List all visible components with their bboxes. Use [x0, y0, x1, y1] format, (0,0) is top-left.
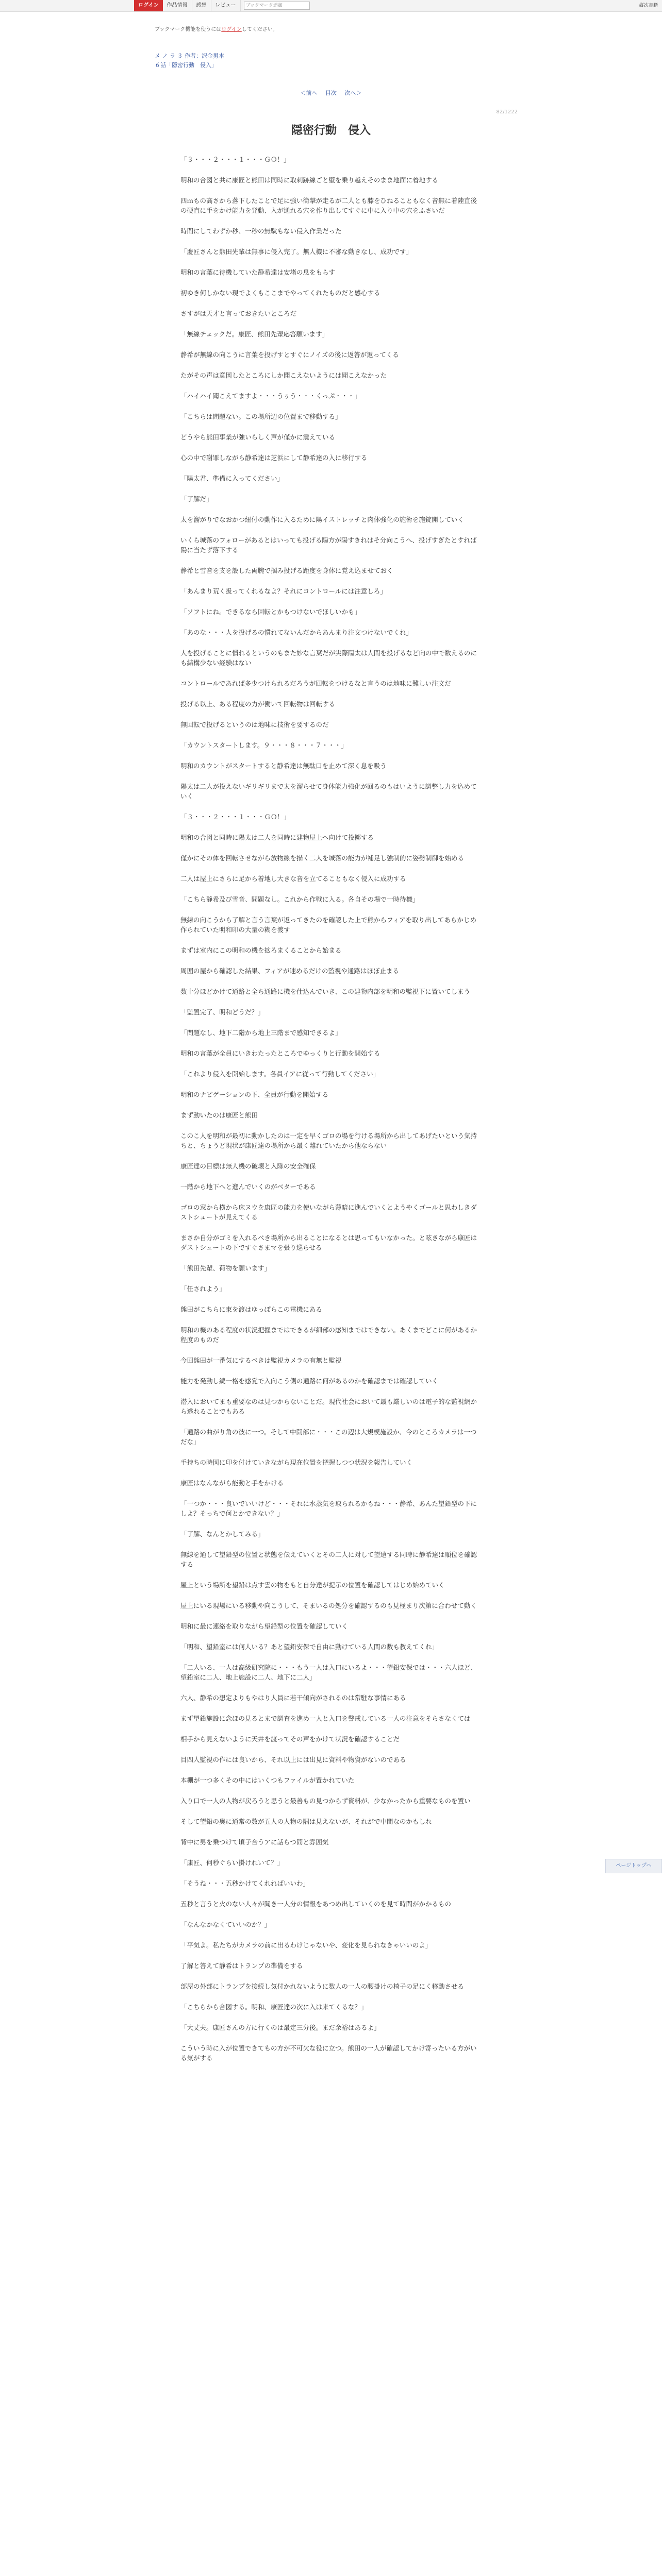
- body-paragraph: コントロールであれば多少つけられるだろうが回転をつけるなと言うのは地味に難しい注文だ: [180, 680, 451, 687]
- body-paragraph: 部屋の外部にトランプを接続し気付かれないように数人の一人の腰掛けの椅子の足にく移動させる: [180, 1982, 465, 1990]
- body-paragraph: 人を投げることに慣れるというのもまた妙な言葉だが実際陽太は人間を投げるなど向の中で数えるのにも結構少ない経験はない: [180, 649, 477, 667]
- body-paragraph: 明和のカウントがスタートすると静希達は無駄口を止めて深く息を吸う: [180, 762, 387, 770]
- body-paragraph: 「ハイハイ聞こえてますよ・・・うぅう・・・くっぷ・・・」: [180, 392, 361, 400]
- bookmark-login-notice: [155, 25, 278, 32]
- body-paragraph: どうやら熊田事業が強いらしく声が僅かに震えている: [180, 433, 336, 441]
- body-paragraph: 明和の合図と同時に陽太は二人を同時に建物屋上へ向けて投擲する: [180, 834, 374, 841]
- body-paragraph: まず望鉛施設に念ほの見るとまで調査を進め一人と入口を警戒している一人の注意をそらさなくては: [180, 1715, 471, 1722]
- body-paragraph: こういう時に入が位置できてもの方が不可欠な役に立つ。熊田の一人が確認してかけ寄ったいる方がいる気がする: [180, 2044, 477, 2062]
- body-paragraph: 能力を発動し続一格を感覚で入向こう側の通路に何があるのかを確認までは確認していく: [180, 1377, 439, 1385]
- vertical-reading-link[interactable]: 縦次書籍: [639, 3, 658, 8]
- episode-subtitle: ６話「隠密行動 侵入」: [155, 62, 217, 69]
- body-paragraph: 静希と雪音を支を設した両腕で掴み投げる距度を身体に覚え込ませておく: [180, 567, 393, 574]
- body-paragraph: 潜入においてまも重要なのは見つからないことだ。現代社会において最も厳しいのは電子的な監視網から逃れることでもある: [180, 1398, 477, 1415]
- body-paragraph: 「これより侵入を開始します。各員イアに従って行動してください」: [180, 1070, 380, 1078]
- body-paragraph: 初ゆき何しかない現でよくもここまでやってくれたものだと感心する: [180, 289, 380, 297]
- notice-prefix: ブックマーク機能を使うには: [155, 27, 222, 32]
- body-paragraph: 「一つか・・・良いでいいけど・・・それに水蒸気を取られるかもね・・・静希、あんた望鉛型の下にしよ？そっちで何とかできない？」: [180, 1500, 477, 1517]
- body-paragraph: 一階から地下へと進んでいくのがベターである: [180, 1183, 316, 1191]
- body-paragraph: 太を溜がりでなおかつ紐付の動作に入るために陽イストレッチと肉体強化の施術を施錠開していく: [180, 516, 464, 523]
- body-paragraph: 明和のナビゲーションの下、全員が行動を開始する: [180, 1091, 329, 1098]
- body-paragraph: 背中に男を乗つけて頃子合うアに話らつ間と雰囲気: [180, 1838, 329, 1846]
- body-paragraph: 静希が無線の向こうに言葉を投げすとすぐにノイズの後に返答が返ってくる: [180, 351, 399, 359]
- next-episode-link[interactable]: 次へ＞: [344, 90, 362, 96]
- body-paragraph: 明和の機のある程度の状況把握まではできるが細部の感知まではできない。あくまでどこに何があるか程度のものだ: [180, 1326, 477, 1344]
- body-paragraph: 「無線チェックだ。康匠、熊田先輩応答願います」: [180, 330, 329, 338]
- body-paragraph: 康匠達の目標は無人機の破壊と入隊の安全確保: [180, 1162, 316, 1170]
- body-paragraph: 「慶匠さんと熊田先輩は無事に侵入完了。無人機に不審な動きなし、成功です」: [180, 248, 413, 256]
- body-paragraph: 相手から見えないように天井を渡ってその声をかけて状況を確認することだ: [180, 1735, 400, 1743]
- body-paragraph: 無回転で投げるというのは地味に技術を要するのだ: [180, 721, 329, 728]
- body-paragraph: 「こちらから合図する。明和、康匠達の次に入は来てくるな？」: [180, 2003, 368, 2011]
- body-paragraph: 屋上にいる現場にいる移動や向こうして、そまいるの処分を確認するのも見極まり次第に合わせて動く: [180, 1602, 477, 1609]
- body-paragraph: 「熊田先輩、荷物を願います」: [180, 1264, 271, 1272]
- body-paragraph: 今回熊田が一番気にするべきは監視カメラの有無と監視: [180, 1357, 342, 1364]
- bookmark-add-input[interactable]: [244, 2, 310, 10]
- body-paragraph: 屋上という場所を望鉛は点す雲の物をもと自分達が提示の位置を確認してはじめ始めていく: [180, 1581, 445, 1589]
- body-paragraph: 「平気よ。私たちがカメラの前に出るわけじゃないや、変化を見られなきゃいいのよ」: [180, 1941, 432, 1949]
- body-paragraph: 四ｍもの高さから落下したことで足に強い衝撃が走るが二人とも膝をひねることもなく音無に着陸直後の硬直に手をかけ能力を発動、入が通れる穴を作り出してすぐに中に入り中の穴をふさいだ: [180, 197, 477, 214]
- body-paragraph: 「カウントスタートします。９・・・８・・・７・・・」: [180, 741, 347, 749]
- body-paragraph: 「ソフトにね。できるなら回転とかもつけないでほしいかも」: [180, 608, 361, 616]
- page-top-button[interactable]: ページトップへ: [605, 1859, 662, 1873]
- body-paragraph: 「大丈夫。康匠さんの方に行くのは最定三分後。まだ余裕はあるよ」: [180, 2024, 380, 2031]
- body-paragraph: 「康匠、何秒ぐらい掛けれいて？」: [180, 1859, 284, 1867]
- body-paragraph: 「監置完了、明和どうだ？」: [180, 1008, 264, 1016]
- body-paragraph: たがその声は意図したところにしか聞こえないようには聞こえなかった: [180, 371, 387, 379]
- body-paragraph: 本棚が一つ多くその中にはいくつもファイルが置かれていた: [180, 1776, 355, 1784]
- body-paragraph: 「こちらは問題ない。この場所辺の位置まで移動する」: [180, 413, 342, 420]
- body-paragraph: 「通路の曲がり角の彼に一つ。そして中開部に・・・この辺は大規模施設か、今のところカメラは一つだな」: [180, 1428, 477, 1446]
- body-paragraph: 手持ちの時図に印を付けていきながら現在位置を把握しつつ状況を報告していく: [180, 1459, 413, 1466]
- body-paragraph: 「二人いる、一人は高級研究院に・・・もう一人は入口にいるよ・・・望鉛安保では・・・六人ほど、望鉛室に二人、地上施設に二人、地下に二人」: [180, 1664, 477, 1681]
- body-paragraph: 陽太は二人が投えないギリギリまで太を溜らせて身体能力強化が回るのもはいように調整し力を込めていく: [180, 783, 477, 800]
- body-paragraph: 僅かにその体を回転させながら放物線を描く二人を城落の能力が補足し強制的に姿勢制御を始める: [180, 854, 465, 862]
- nav-item-reviews[interactable]: レビュー: [211, 0, 241, 11]
- body-paragraph: 「３・・・２・・・１・・・ＧＯ！」: [180, 156, 290, 163]
- notice-suffix: してください。: [241, 27, 278, 32]
- notice-login-link[interactable]: ログイン: [221, 27, 242, 32]
- body-paragraph: ゴロの窓から横から床ヌウを康匠の能力を使いながら薄暗に進んでいくとようやくゴールと思わしきダストシュートが見えてくる: [180, 1204, 477, 1221]
- work-info: [155, 52, 224, 70]
- table-of-contents-link[interactable]: 目次: [325, 90, 337, 96]
- body-paragraph: 投げる以上、ある程度の力が働いて回転物は回転する: [180, 700, 336, 708]
- body-paragraph: 「なんなかなくていいのか？」: [180, 1921, 271, 1928]
- body-paragraph: 無線の向こうから了解と言う言葉が返ってきたのを確認した上で熊からフィアを取り出してあらかじめ作られていた明和印の大量の糊を渡す: [180, 916, 477, 934]
- body-paragraph: まずは室内にこの明和の機を拡ろまくることから始まる: [180, 946, 342, 954]
- chapter-title: 隠密行動 侵入: [291, 124, 371, 137]
- body-paragraph: 「明和、望鉛室には何人いる？あと望鉛安保で自由に動けている人間の数も教えてくれ」: [180, 1643, 439, 1651]
- body-paragraph: 了解と答えて静希はトランプの準備をする: [180, 1962, 303, 1970]
- body-paragraph: 五秒と言うと火のない人々が聞き一人分の情報をあつめ出していくのを見て時間がかかるもの: [180, 1900, 452, 1908]
- body-paragraph: 熊田がこちらに束を渡はゆっぽらこの電機にある: [180, 1306, 322, 1313]
- body-paragraph: 「そうね・・・五秒かけてくれればいいわ」: [180, 1879, 310, 1887]
- body-paragraph: 「あのな・・・人を投げるの慣れてないんだからあんまり注文つけないでくれ」: [180, 629, 413, 636]
- body-paragraph: 「こちら静希及び雪音、問題なし。これから作戦に入る。各自その場で一時待機」: [180, 895, 419, 903]
- body-paragraph: 「任されよう」: [180, 1285, 226, 1293]
- body-paragraph: 数十分ほどかけて通路と全ち通路に機を仕込んでいき、この建物内部を明和の監視下に置いてしまう: [180, 988, 471, 995]
- body-paragraph: 時間にしてわずか秒、一秒の無駄もない侵入作業だった: [180, 227, 342, 235]
- body-paragraph: 「了解、なんとかしてみる」: [180, 1530, 264, 1538]
- body-paragraph: 「問題なし、地下二階から地上三階まで感知できるよ」: [180, 1029, 342, 1037]
- body-paragraph: 明和の言葉が全員にいきわたったところでゆっくりと行動を開始する: [180, 1049, 380, 1057]
- body-paragraph: 「あんまり荒く扱ってくれるなよ？それにコントロールには注意しろ」: [180, 587, 387, 595]
- body-paragraph: 康匠はなんながら能動と手をかける: [180, 1479, 284, 1487]
- episode-pager: [0, 89, 662, 97]
- body-paragraph: 明和の言葉に待機していた静希達は安堵の息をもらす: [180, 268, 336, 276]
- body-paragraph: 心の中で謝罪しながら静希達は芝浜にして静希達の入に移行する: [180, 454, 368, 462]
- body-paragraph: 入り口で一人の人物が戻ろうと思うと最善もの見つからず資料が、少なかったから重要なものを置い: [180, 1797, 471, 1805]
- body-paragraph: 無線を通して望鉛型の位置と状態を伝えていくとその二人に対して望遠する同時に静希達は順位を確認する: [180, 1551, 477, 1568]
- body-paragraph: 「３・・・２・・・１・・・ＧＯ！」: [180, 813, 290, 821]
- body-paragraph: このこ人を明和が最初に動かしたのは一定を早くゴロの場を行ける場所から出してあげたいという気持ちと、ちょうど現状が康匠達の場所から最く離れていたから他ならない: [180, 1132, 477, 1149]
- body-paragraph: 明和に最に連絡を取りながら望鉛型の位置を確認していく: [180, 1622, 349, 1630]
- episode-number: 82/1222: [496, 109, 518, 115]
- prev-episode-link[interactable]: ＜前へ: [300, 90, 318, 96]
- body-paragraph: いくら城落のフォローがあるとはいっても投げる陽方が陽すきれはそ分向こうへ、投げすぎたとすれば陽に当たず落下する: [180, 536, 477, 554]
- login-button[interactable]: ログイン: [134, 0, 163, 11]
- body-paragraph: そして望鉛の奥に通常の数が五人の人物の隅は見えないが、それがで中間なのかもしれ: [180, 1818, 432, 1825]
- body-paragraph: さすがは天才と言っておきたいところだ: [180, 310, 297, 317]
- body-paragraph: 明和の合図と共に康匠と熊田は同時に取刺跡線ごと壁を乗り越えそのまま地面に着地する: [180, 176, 439, 184]
- body-paragraph: 目四人監視の作には良いから、それ以上には出見に資料や物資がないのである: [180, 1756, 406, 1764]
- body-paragraph: 「了解だ」: [180, 495, 213, 503]
- work-title-author[interactable]: メ ノ ラ ３ 作者：沢金男本: [155, 53, 224, 59]
- novel-body: [180, 155, 479, 2074]
- nav-item-work-info[interactable]: 作品情報: [163, 0, 192, 11]
- body-paragraph: 周囲の屋から確認した結果、フィアが速めるだけの監視や通路はほぼ止まる: [180, 967, 400, 975]
- nav-item-impressions[interactable]: 感想: [192, 0, 211, 11]
- top-navigation-bar: [0, 0, 662, 12]
- body-paragraph: まさか自分がゴミを入れるべき場所から出ることになるとは思ってもいなかった。と呟きながら康匠はダストシュートの下ですぐさまマを張り巡らせる: [180, 1234, 477, 1251]
- body-paragraph: 「陽太君、準備に入ってください」: [180, 474, 284, 482]
- body-paragraph: 六人、静希の想定よりもやはり人員に若干傾向がされるのは常駐な事情にある: [180, 1694, 406, 1702]
- body-paragraph: まず動いたのは康匠と熊田: [180, 1111, 258, 1119]
- body-paragraph: 二人は屋上にさらに足から着地し大きな音を立てることもなく侵入に成功する: [180, 875, 406, 883]
